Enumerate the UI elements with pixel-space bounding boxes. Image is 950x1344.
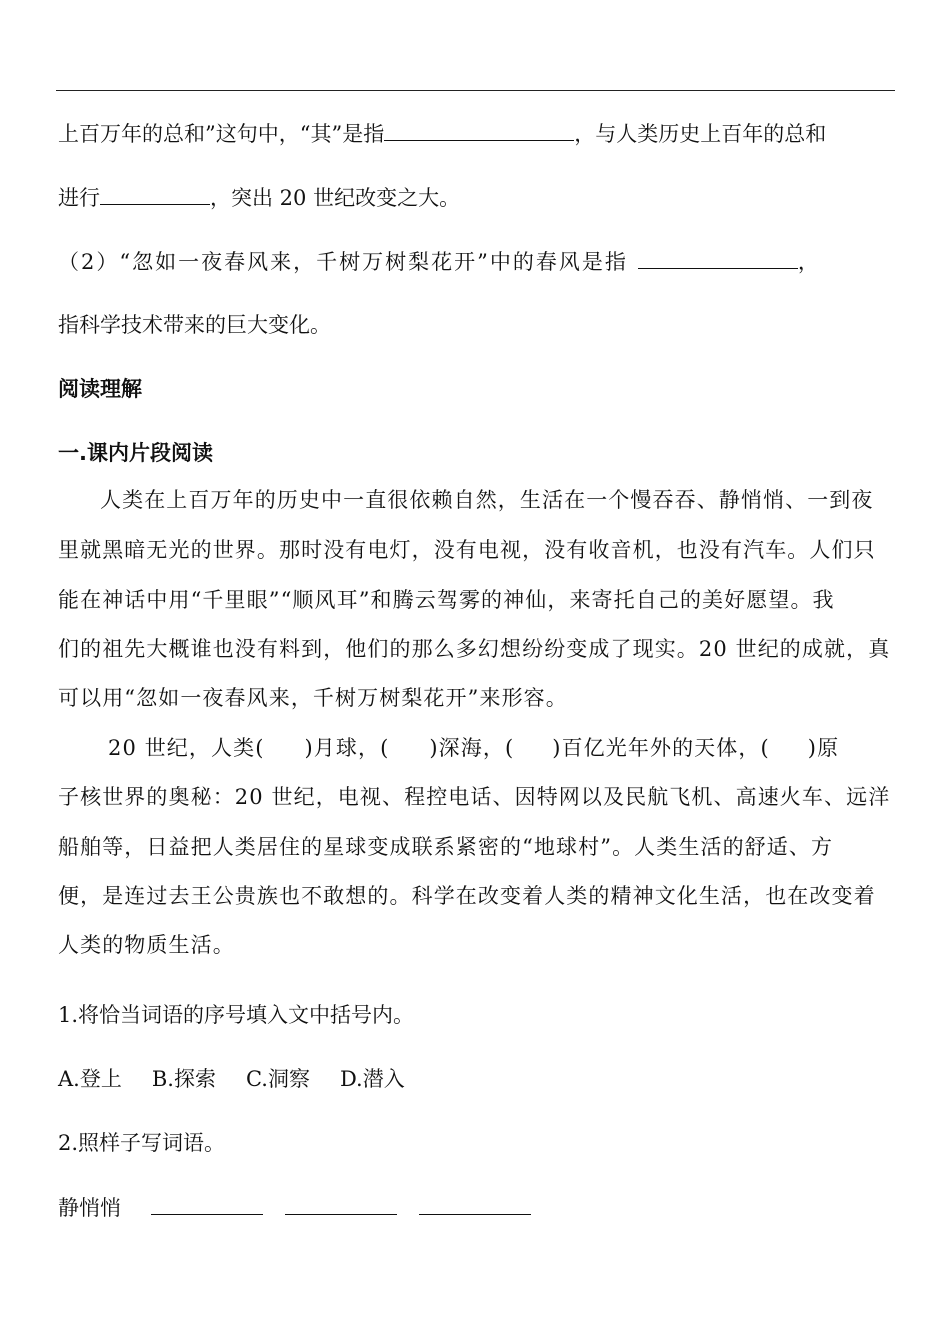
passage-p1-line4: 们的祖先大概谁也没有料到，他们的那么多幻想纷纷变成了现实。20 世纪的成就，真	[58, 637, 891, 661]
p2-text-b: )月球，(	[304, 736, 390, 760]
passage-p2-line1	[108, 735, 839, 761]
passage-p1-line3: 能在神话中用“千里眼”“顺风耳”和腾云驾雾的神仙，来寄托自己的美好愿望。我	[58, 588, 835, 612]
p2-text-e: )原	[807, 736, 840, 760]
q-part1-text-a: 上百万年的总和”这句中，“其”是指	[58, 122, 385, 146]
q2-answer-blank-3[interactable]	[419, 1194, 531, 1215]
passage-p2-line4: 便，是连过去王公贵族也不敢想的。科学在改变着人类的精神文化生活，也在改变着	[58, 884, 876, 908]
option-d[interactable]: D.潜入	[339, 1067, 405, 1091]
passage-p1-line2: 里就黑暗无光的世界。那时没有电灯，没有电视，没有收音机，也没有汽车。人们只	[58, 538, 876, 562]
passage-p1-line5: 可以用“忽如一夜春风来，千树万树梨花开”来形容。	[58, 686, 568, 710]
p2-text-a: 20 世纪，人类(	[108, 736, 265, 760]
q1-options	[58, 1066, 435, 1092]
option-a[interactable]: A.登上	[58, 1067, 122, 1091]
q-part1-text-c: 进行	[58, 186, 100, 210]
passage-p2-line5: 人类的物质生活。	[58, 933, 235, 957]
p2-text-d: )百亿光年外的天体，(	[552, 736, 770, 760]
q-part2-text-b: ，	[797, 250, 821, 274]
q2-sample-word: 静悄悄	[58, 1196, 121, 1220]
section-title: 阅读理解	[58, 377, 142, 401]
q2-prompt: 2.照样子写词语。	[58, 1131, 226, 1155]
q-part1-text-d: ，突出 20 世纪改变之大。	[210, 186, 461, 210]
answer-blank-2[interactable]	[100, 184, 210, 205]
q-part2-line1	[58, 248, 821, 275]
q-part2-line2: 指科学技术带来的巨大变化。	[58, 313, 331, 337]
answer-blank-3[interactable]	[638, 248, 798, 269]
passage-p2-line2: 子核世界的奥秘：20 世纪，电视、程控电话、因特网以及民航飞机、高速火车、远洋	[58, 785, 891, 809]
answer-blank-1[interactable]	[384, 120, 574, 141]
q-part1-line2	[58, 184, 460, 211]
passage-p2-line3: 船舶等，日益把人类居住的星球变成联系紧密的“地球村”。人类生活的舒适、方	[58, 835, 834, 859]
q-part2-text-a: （2）“忽如一夜春风来，千树万树梨花开”中的春风是指	[58, 250, 628, 274]
option-b[interactable]: B.探索	[151, 1067, 216, 1091]
header-rule	[56, 90, 895, 91]
q-part1-line1	[58, 120, 826, 147]
q1-prompt: 1.将恰当词语的序号填入文中括号内。	[58, 1003, 415, 1027]
p2-text-c: )深海，(	[429, 736, 515, 760]
q2-answer-blank-1[interactable]	[151, 1194, 263, 1215]
q2-answer-blank-2[interactable]	[285, 1194, 397, 1215]
subsection-title: 一.课内片段阅读	[58, 441, 213, 465]
option-c[interactable]: C.洞察	[245, 1067, 310, 1091]
q2-sample-row	[58, 1194, 531, 1221]
q-part1-text-b: ，与人类历史上百年的总和	[574, 122, 827, 146]
passage-p1-line1: 人类在上百万年的历史中一直很依赖自然，生活在一个慢吞吞、静悄悄、一到夜	[100, 488, 874, 512]
